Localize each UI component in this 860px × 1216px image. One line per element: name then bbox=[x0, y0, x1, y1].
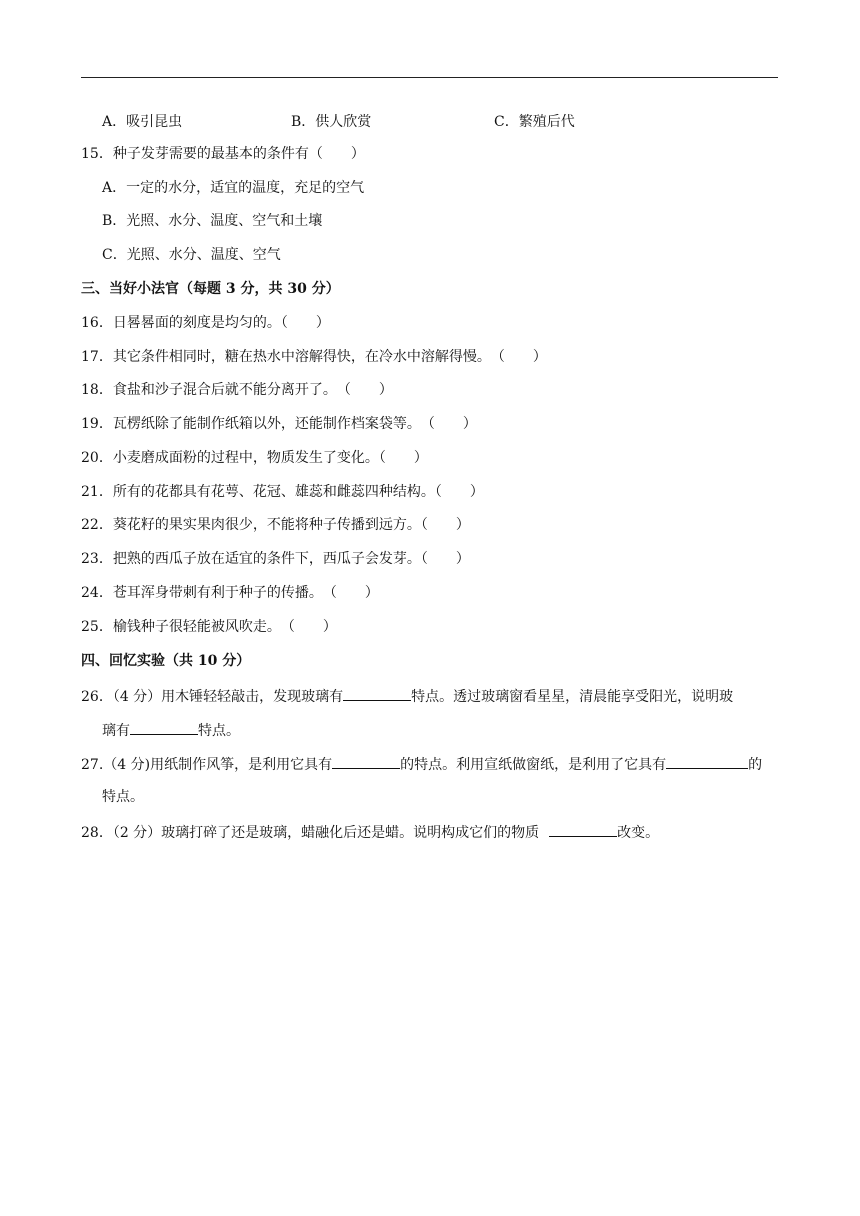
q26-text-3: 璃有 bbox=[102, 723, 130, 739]
q27-blank-2[interactable] bbox=[666, 754, 748, 769]
q27-text-3: 的 bbox=[748, 757, 763, 773]
q15-option-c: C．光照、水分、温度、空气 bbox=[102, 247, 281, 263]
q26-text-4: 特点。 bbox=[198, 723, 240, 739]
q26-text-2: 特点。透过玻璃窗看星星，清晨能享受阳光，说明玻 bbox=[411, 689, 734, 705]
q14-option-a: A．吸引昆虫 bbox=[102, 114, 183, 130]
section3-title: 三、当好小法官（每题 3 分，共 30 分） bbox=[81, 281, 340, 297]
q28-line bbox=[81, 822, 659, 842]
q15-option-b: B．光照、水分、温度、空气和土壤 bbox=[102, 213, 323, 229]
q26-blank-1[interactable] bbox=[343, 686, 411, 701]
q15-option-a: A．一定的水分，适宜的温度，充足的空气 bbox=[102, 180, 365, 196]
q15-stem: 15．种子发芽需要的最基本的条件有（ ） bbox=[81, 146, 365, 162]
q27-text-2: 的特点。利用宣纸做窗纸，是利用了它具有 bbox=[400, 757, 667, 773]
q14-option-c: C．繁殖后代 bbox=[494, 114, 575, 130]
q28-blank[interactable] bbox=[549, 822, 617, 837]
q20: 20．小麦磨成面粉的过程中，物质发生了变化。（ ） bbox=[81, 450, 428, 466]
q26-blank-2[interactable] bbox=[130, 720, 198, 735]
q23: 23．把熟的西瓜子放在适宜的条件下，西瓜子会发芽。（ ） bbox=[81, 551, 470, 567]
q19: 19．瓦楞纸除了能制作纸箱以外，还能制作档案袋等。 （ ） bbox=[81, 416, 477, 432]
q27-line2: 特点。 bbox=[102, 789, 144, 805]
q14-option-b: B．供人欣赏 bbox=[291, 114, 372, 130]
q16: 16．日晷晷面的刻度是均匀的。（ ） bbox=[81, 315, 330, 331]
section4-title: 四、回忆实验（共 10 分） bbox=[81, 653, 251, 669]
q22: 22．葵花籽的果实果肉很少，不能将种子传播到远方。（ ） bbox=[81, 517, 470, 533]
header-rule bbox=[81, 77, 778, 78]
q27-line1 bbox=[81, 754, 762, 774]
q24: 24．苍耳浑身带刺有利于种子的传播。 （ ） bbox=[81, 585, 379, 601]
q28-text-2: 改变。 bbox=[617, 825, 660, 841]
q25: 25．榆钱种子很轻能被风吹走。 （ ） bbox=[81, 619, 337, 635]
q17: 17．其它条件相同时，糖在热水中溶解得快，在冷水中溶解得慢。 （ ） bbox=[81, 349, 547, 365]
q21: 21．所有的花都具有花萼、花冠、雄蕊和雌蕊四种结构。（ ） bbox=[81, 484, 484, 500]
q28-text-1: 28．（2 分）玻璃打碎了还是玻璃，蜡融化后还是蜡。说明构成它们的物质 bbox=[81, 825, 540, 841]
q27-blank-1[interactable] bbox=[332, 754, 400, 769]
q18: 18．食盐和沙子混合后就不能分离开了。 （ ） bbox=[81, 382, 393, 398]
q26-text-1: 26．（4 分）用木锤轻轻敲击，发现玻璃有 bbox=[81, 689, 344, 705]
q26-line1 bbox=[81, 686, 733, 706]
q14-options bbox=[0, 111, 860, 129]
q27-text-1: 27.（4 分)用纸制作风筝，是利用它具有 bbox=[81, 757, 333, 773]
q26-line2 bbox=[102, 720, 240, 740]
